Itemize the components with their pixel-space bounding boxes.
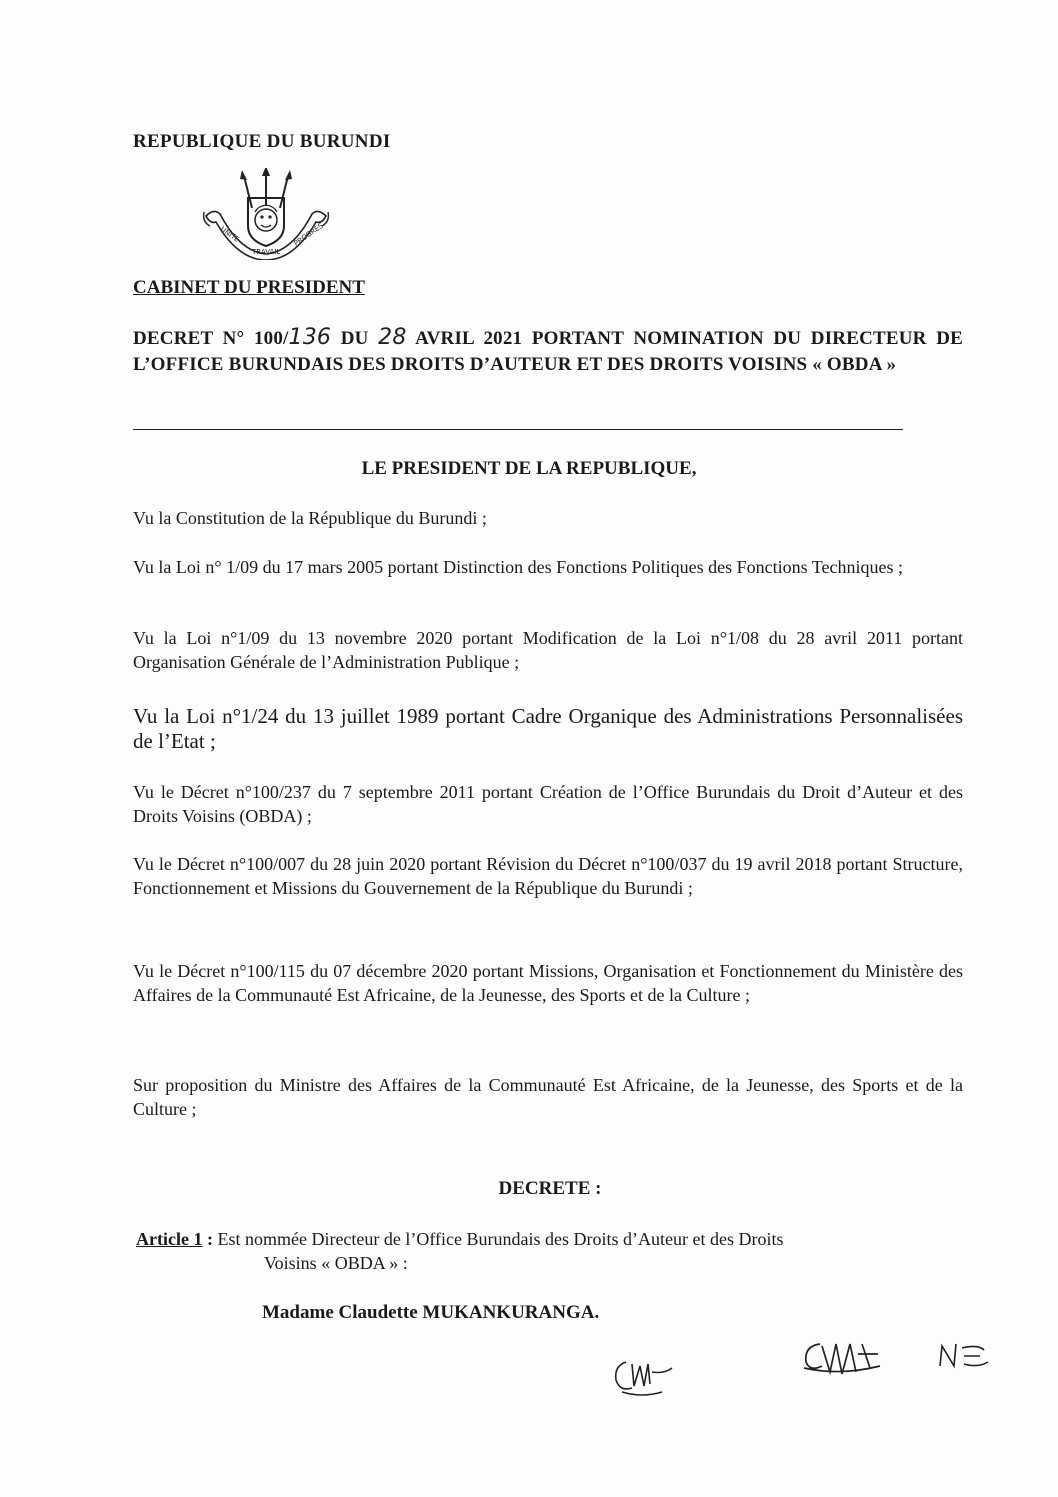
- decrete-heading: DECRETE :: [498, 1178, 602, 1199]
- title-part-2: DU: [331, 328, 379, 349]
- article-1-text-line-2: Voisins « OBDA » :: [264, 1253, 408, 1273]
- initials-signature-2-icon: [800, 1336, 886, 1382]
- coat-of-arms-icon: [200, 168, 332, 260]
- republic-header: REPUBLIQUE DU BURUNDI: [133, 131, 391, 152]
- initials-signature-3-icon: [934, 1336, 992, 1374]
- consideration-8: Sur proposition du Ministre des Affaires de la Communauté Est Africaine, de la Jeunesse, des Sports et de la Culture ;: [133, 1075, 963, 1119]
- handwritten-day: 28: [378, 325, 407, 350]
- nominee-name: Madame Claudette MUKANKURANGA.: [262, 1302, 600, 1323]
- consideration-6: Vu le Décret n°100/007 du 28 juin 2020 portant Révision du Décret n°100/037 du 19 avril 2018 portant Structure, Fonctionnement et Missions du Gouvernement de la République du Burundi ;: [133, 854, 963, 898]
- svg-text:TRAVAIL: TRAVAIL: [252, 248, 281, 256]
- consideration-3: Vu la Loi n°1/09 du 13 novembre 2020 portant Modification de la Loi n°1/08 du 28 avril 2011 portant Organisation Générale de l’Administration Publique ;: [133, 628, 963, 672]
- consideration-2: Vu la Loi n° 1/09 du 17 mars 2005 portant Distinction des Fonctions Politiques des Fonctions Techniques ;: [133, 557, 903, 577]
- title-part-3: AVRIL 2021 PORTANT NOMINATION DU DIRECTEUR DE L’OFFICE BURUNDAIS DES DROITS D’AUTEUR ET DES DROITS VOISINS « OBDA »: [133, 328, 963, 375]
- president-heading: LE PRESIDENT DE LA REPUBLIQUE,: [361, 458, 697, 479]
- svg-text:UNITE: UNITE: [218, 225, 241, 244]
- handwritten-decree-number: 136: [288, 325, 332, 350]
- article-1-text-line-1: Est nommée Directeur de l’Office Burundais des Droits d’Auteur et des Droits: [217, 1229, 784, 1249]
- consideration-5: Vu le Décret n°100/237 du 7 septembre 2011 portant Création de l’Office Burundais du Droit d’Auteur et des Droits Voisins (OBDA) ;: [133, 782, 963, 826]
- article-1-colon: :: [202, 1229, 218, 1249]
- svg-text:PROGRES: PROGRES: [292, 221, 325, 248]
- consideration-4: Vu la Loi n°1/24 du 13 juillet 1989 portant Cadre Organique des Administrations Personnalisées de l’Etat ;: [133, 704, 963, 753]
- decree-title: [133, 325, 963, 378]
- cabinet-heading: CABINET DU PRESIDENT: [133, 277, 365, 298]
- title-part-1: DECRET N° 100/: [133, 328, 289, 349]
- article-1-label: Article 1: [136, 1229, 203, 1249]
- consideration-1: Vu la Constitution de la République du Burundi ;: [133, 508, 487, 528]
- article-1: [136, 1227, 966, 1275]
- consideration-7: Vu le Décret n°100/115 du 07 décembre 2020 portant Missions, Organisation et Fonctionnement du Ministère des Affaires de la Communauté Est Africaine, de la Jeunesse, des Sports et de la Culture ;: [133, 961, 963, 1005]
- title-divider: [133, 429, 903, 430]
- initials-signature-1-icon: [612, 1352, 678, 1400]
